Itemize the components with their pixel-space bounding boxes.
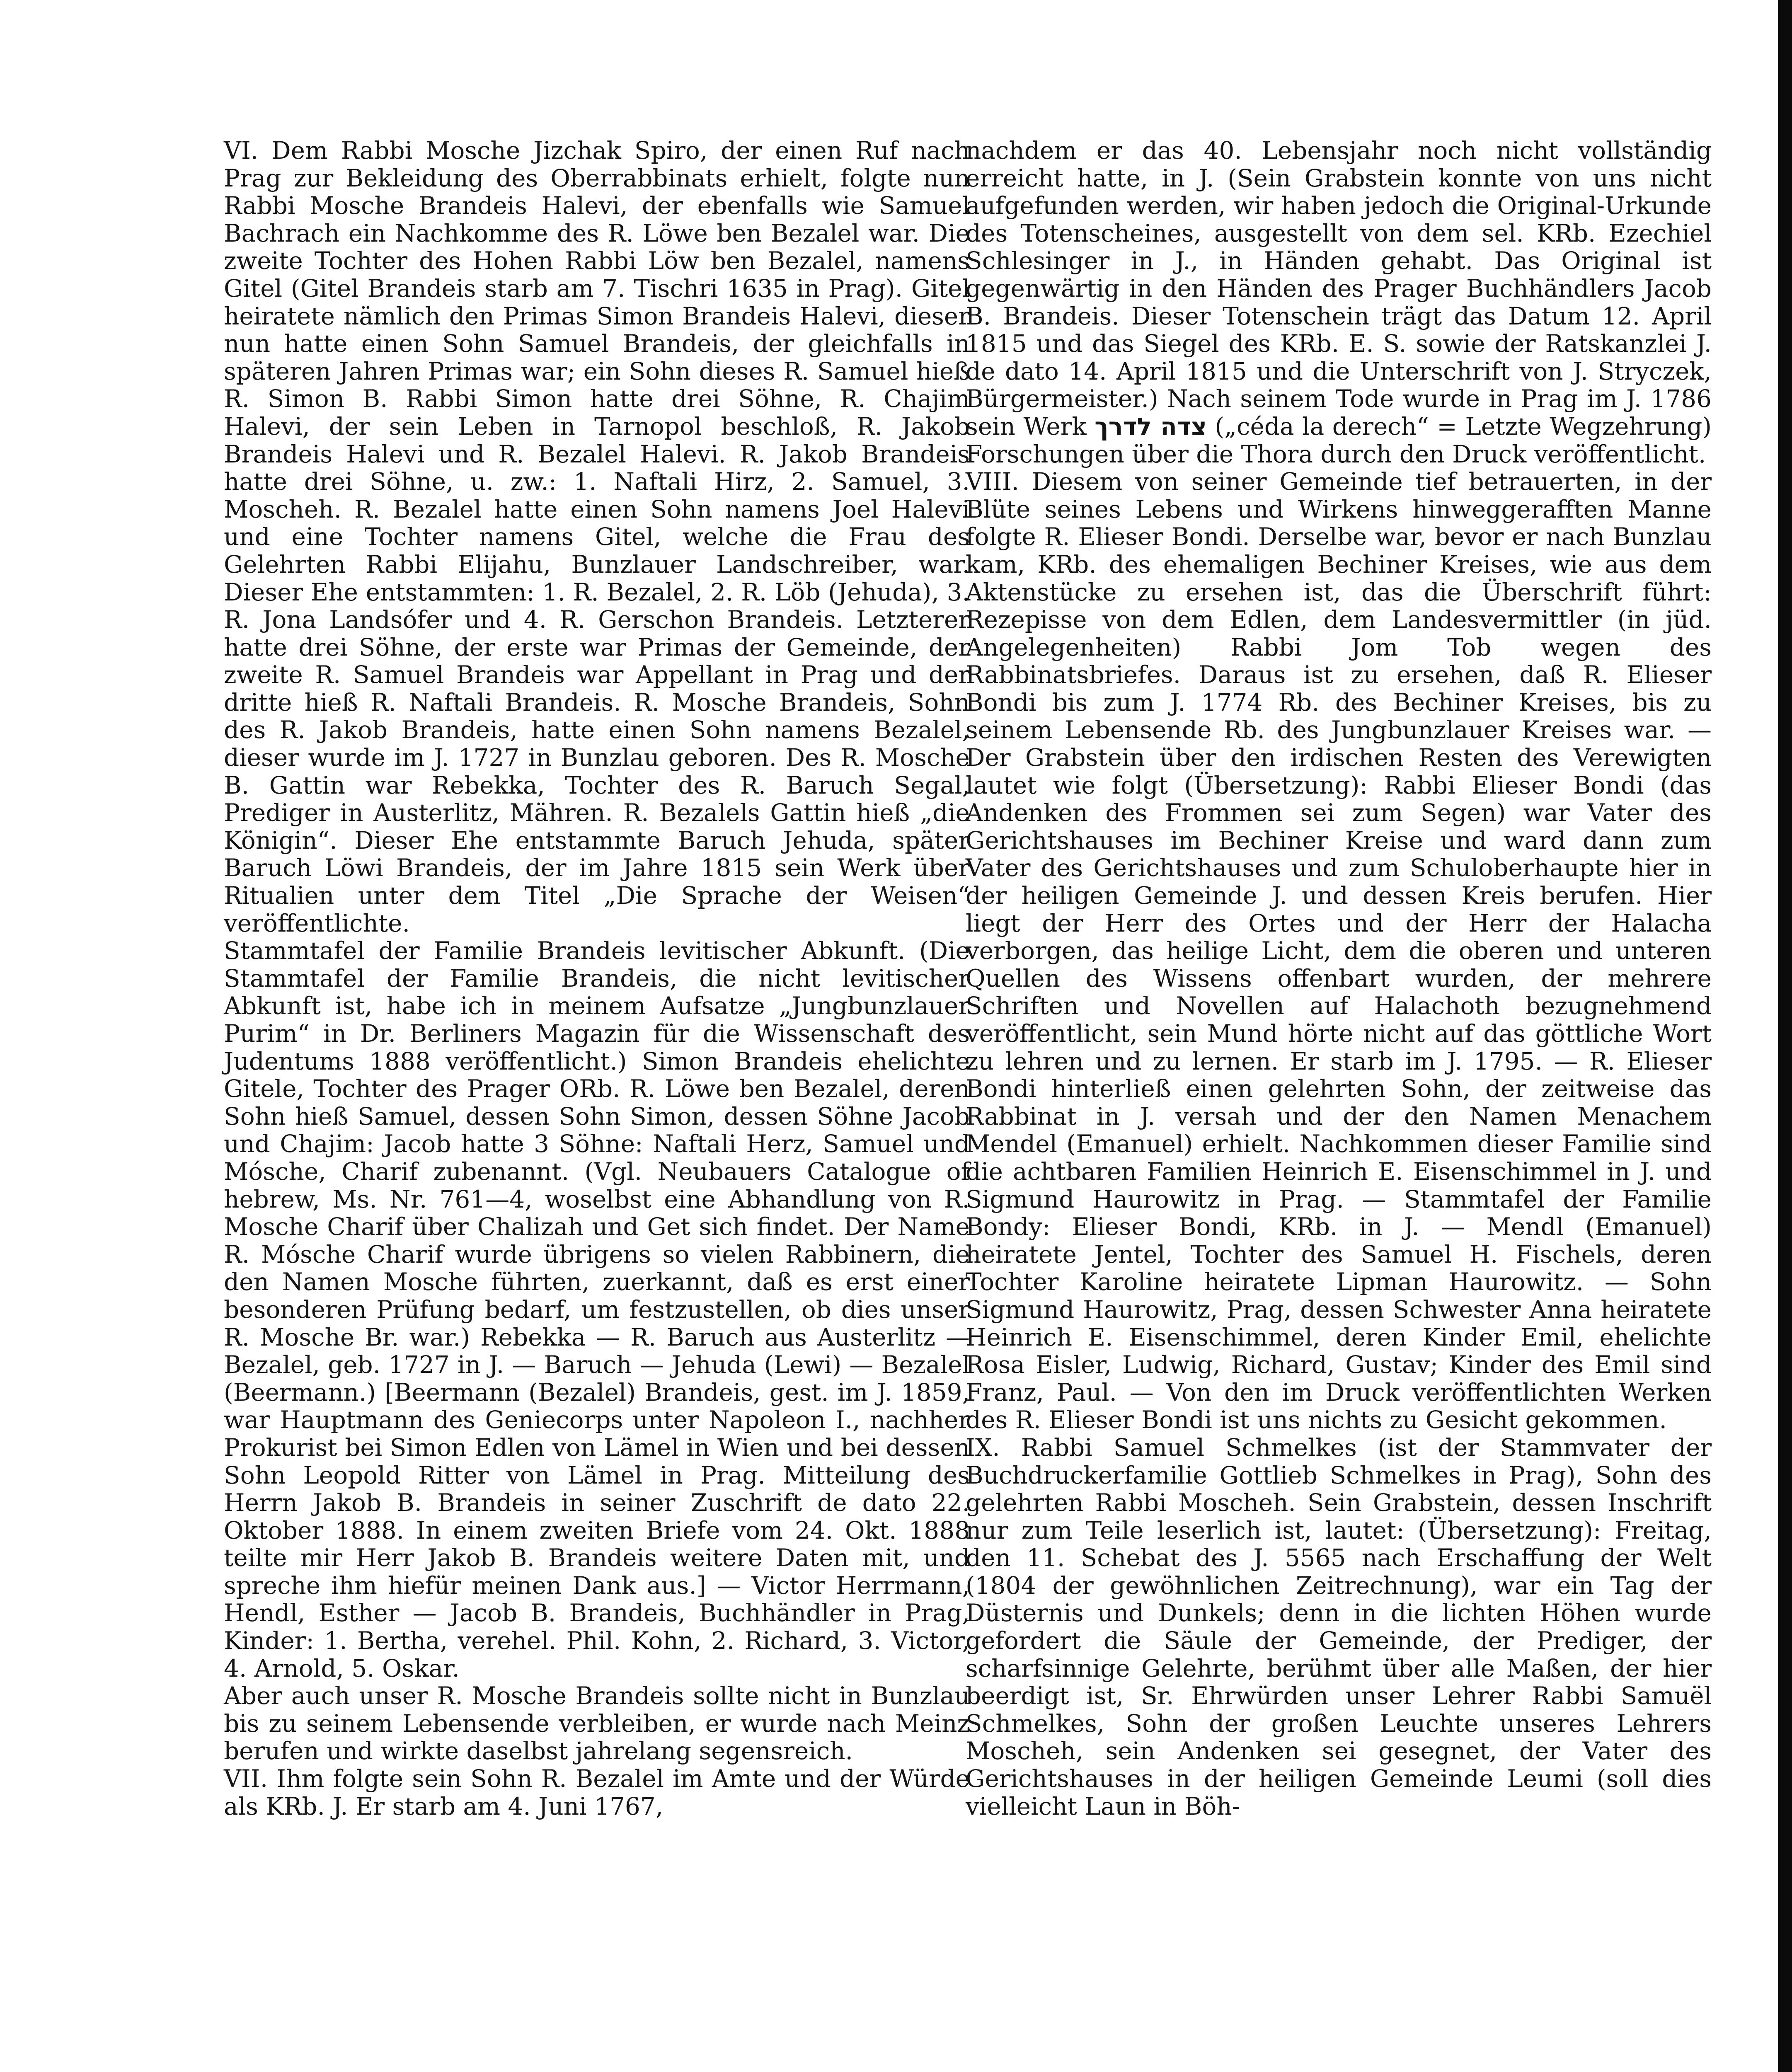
paragraph-mosche-meinz: Aber auch unser R. Mosche Brandeis sollte nicht in Bunzlau bis zu seinem Lebensende verbleiben, er wurde nach Meinz berufen und wirkte daselbst jahrelang segensreich. — [224, 1682, 970, 1765]
paragraph-vii-continued — [966, 137, 1712, 468]
scan-border — [1778, 0, 1792, 2072]
right-column — [966, 137, 1712, 1820]
left-column — [224, 137, 970, 1820]
paragraph-vi: VI. Dem Rabbi Mosche Jizchak Spiro, der einen Ruf nach Prag zur Bekleidung des Oberrabbinats erhielt, folgte nun Rabbi Mosche Brandeis Halevi, der ebenfalls wie Samuel Bachrach ein Nachkomme des R. Löwe ben Bezalel war. Die zweite Tochter des Hohen Rabbi Löw ben Bezalel, namens Gitel (Gitel Brandeis starb am 7. Tischri 1635 in Prag). Gitel heiratete nämlich den Primas Simon Brandeis Halevi, dieser nun hatte einen Sohn Samuel Brandeis, der gleichfalls in späteren Jahren Primas war; ein Sohn dieses R. Samuel hieß R. Simon B. Rabbi Simon hatte drei Söhne, R. Chajim Halevi, der sein Leben in Tarnopol beschloß, R. Jakob Brandeis Halevi und R. Bezalel Halevi. R. Jakob Brandeis hatte drei Söhne, u. zw.: 1. Naftali Hirz, 2. Samuel, 3. Moscheh. R. Bezalel hatte einen Sohn namens Joel Halevi und eine Tochter namens Gitel, welche die Frau des Gelehrten Rabbi Elijahu, Bunzlauer Landschreiber, war. Dieser Ehe entstammten: 1. R. Bezalel, 2. R. Löb (Jehuda), 3. R. Jona Landsófer und 4. R. Gerschon Brandeis. Letzterer hatte drei Söhne, der erste war Primas der Gemeinde, der zweite R. Samuel Brandeis war Appellant in Prag und der dritte hieß R. Naftali Brandeis. R. Mosche Brandeis, Sohn des R. Jakob Brandeis, hatte einen Sohn namens Bezalel, dieser wurde im J. 1727 in Bunzlau geboren. Des R. Mosche B. Gattin war Rebekka, Tochter des R. Baruch Segal, Prediger in Austerlitz, Mähren. R. Bezalels Gattin hieß „die Königin“. Dieser Ehe entstammte Baruch Jehuda, später Baruch Löwi Brandeis, der im Jahre 1815 sein Werk über Ritualien unter dem Titel „Die Sprache der Weisen“ veröffentlichte. — [224, 136, 970, 937]
vii-text-before-hebrew: nachdem er das 40. Lebensjahr noch nicht vollständig erreicht hatte, in J. (Sein Grabstein konnte von uns nicht aufgefunden werden, wir haben jedoch die Original-Urkunde des Totenscheines, ausgestellt von dem sel. KRb. Ezechiel Schlesinger in J., in Händen gehabt. Das Original ist gegenwärtig in den Händen des Prager Buchhändlers Jacob B. Brandeis. Dieser Totenschein trägt das Datum 12. April 1815 und das Siegel des KRb. E. S. sowie der Ratskanzlei J. de dato 14. April 1815 und die Unterschrift von J. Stryczek, Bürgermeister.) Nach seinem Tode wurde in Prag im J. 1786 sein Werk — [966, 136, 1712, 441]
paragraph-vii: VII. Ihm folgte sein Sohn R. Bezalel im Amte und der Würde als KRb. J. Er starb am 4. Juni 1767, — [224, 1765, 970, 1820]
hebrew-title: צדה לדרך — [1095, 412, 1207, 441]
paragraph-viii: VIII. Diesem von seiner Gemeinde tief betrauerten, in der Blüte seines Lebens und Wirkens hinweggerafften Manne folgte R. Elieser Bondi. Derselbe war, bevor er nach Bunzlau kam, KRb. des ehemaligen Bechiner Kreises, wie aus dem Aktenstücke zu ersehen ist, das die Überschrift führt: Rezepisse von dem Edlen, dem Landesvermittler (in jüd. Angelegenheiten) Rabbi Jom Tob wegen des Rabbinatsbriefes. Daraus ist zu ersehen, daß R. Elieser Bondi bis zum J. 1774 Rb. des Bechiner Kreises, bis zu seinem Lebensende Rb. des Jungbunzlauer Kreises war. — Der Grabstein über den irdischen Resten des Verewigten lautet wie folgt (Übersetzung): Rabbi Elieser Bondi (das Andenken des Frommen sei zum Segen) war Vater des Gerichtshauses im Bechiner Kreise und ward dann zum Vater des Gerichtshauses und zum Schuloberhaupte hier in der heiligen Gemeinde J. und dessen Kreis berufen. Hier liegt der Herr des Ortes und der Herr der Halacha verborgen, das heilige Licht, dem die oberen und unteren Quellen des Wissens offenbart wurden, der mehrere Schriften und Novellen auf Halachoth bezugnehmend veröffentlicht, sein Mund hörte nicht auf das göttliche Wort zu lehren und zu lernen. Er starb im J. 1795. — R. Elieser Bondi hinterließ einen gelehrten Sohn, der zeitweise das Rabbinat in J. versah und der den Namen Menachem Mendel (Emanuel) erhielt. Nachkommen dieser Familie sind die achtbaren Familien Heinrich E. Eisenschimmel in J. und Sigmund Haurowitz in Prag. — Stammtafel der Familie Bondy: Elieser Bondi, KRb. in J. — Mendl (Emanuel) heiratete Jentel, Tochter des Samuel H. Fischels, deren Tochter Karoline heiratete Lipman Haurowitz. — Sohn Sigmund Haurowitz, Prag, dessen Schwester Anna heiratete Heinrich E. Eisenschimmel, deren Kinder Emil, ehelichte Rosa Eisler, Ludwig, Richard, Gustav; Kinder des Emil sind Franz, Paul. — Von den im Druck veröffentlichten Werken des R. Elieser Bondi ist uns nichts zu Gesicht gekommen. — [966, 467, 1712, 1434]
paragraph-stammtafel-brandeis: Stammtafel der Familie Brandeis levitischer Abkunft. (Die Stammtafel der Familie Brandeis, die nicht levitischer Abkunft ist, habe ich in meinem Aufsatze „Jungbunzlauer Purim“ in Dr. Berliners Magazin für die Wissenschaft des Judentums 1888 veröffentlicht.) Simon Brandeis ehelichte Gitele, Tochter des Prager ORb. R. Löwe ben Bezalel, deren Sohn hieß Samuel, dessen Sohn Simon, dessen Söhne Jacob und Chajim: Jacob hatte 3 Söhne: Naftali Herz, Samuel und Mósche, Charif zubenannt. (Vgl. Neubauers Catalogue of hebrew, Ms. Nr. 761—4, woselbst eine Abhandlung von R. Mosche Charif über Chalizah und Get sich findet. Der Name R. Mósche Charif wurde übrigens so vielen Rabbinern, die den Namen Mosche führten, zuerkannt, daß es erst einer besonderen Prüfung bedarf, um festzustellen, ob dies unser R. Mosche Br. war.) Rebekka — R. Baruch aus Austerlitz — Bezalel, geb. 1727 in J. — Baruch — Jehuda (Lewi) — Bezalel (Beermann.) [Beermann (Bezalel) Brandeis, gest. im J. 1859, war Hauptmann des Geniecorps unter Napoleon I., nachher Prokurist bei Simon Edlen von Lämel in Wien und bei dessen Sohn Leopold Ritter von Lämel in Prag. Mitteilung des Herrn Jakob B. Brandeis in seiner Zuschrift de dato 22. Oktober 1888. In einem zweiten Briefe vom 24. Okt. 1888 teilte mir Herr Jakob B. Brandeis weitere Daten mit, und spreche ihm hiefür meinen Dank aus.] — Victor Herrmann, Hendl, Esther — Jacob B. Brandeis, Buchhändler in Prag, Kinder: 1. Bertha, verehel. Phil. Kohn, 2. Richard, 3. Victor, 4. Arnold, 5. Oskar. — [224, 937, 970, 1682]
paragraph-ix: IX. Rabbi Samuel Schmelkes (ist der Stammvater der Buchdruckerfamilie Gottlieb Schmelkes in Prag), Sohn des gelehrten Rabbi Moscheh. Sein Grabstein, dessen Inschrift nur zum Teile leserlich ist, lautet: (Übersetzung): Freitag, den 11. Schebat des J. 5565 nach Erschaffung der Welt (1804 der gewöhnlichen Zeitrechnung), war ein Tag der Düsternis und Dunkels; denn in die lichten Höhen wurde gefordert die Säule der Gemeinde, der Prediger, der scharfsinnige Gelehrte, berühmt über alle Maßen, der hier beerdigt ist, Sr. Ehrwürden unser Lehrer Rabbi Samuël Schmelkes, Sohn der großen Leuchte unseres Lehrers Moscheh, sein Andenken sei gesegnet, der Vater des Gerichtshauses in der heiligen Gemeinde Leumi (soll dies vielleicht Laun in Böh- — [966, 1433, 1712, 1820]
vii-text-after-hebrew: („céda la derech“ = Letzte Wegzehrung) Forschungen über die Thora durch den Druck veröffentlicht. — [966, 412, 1712, 468]
